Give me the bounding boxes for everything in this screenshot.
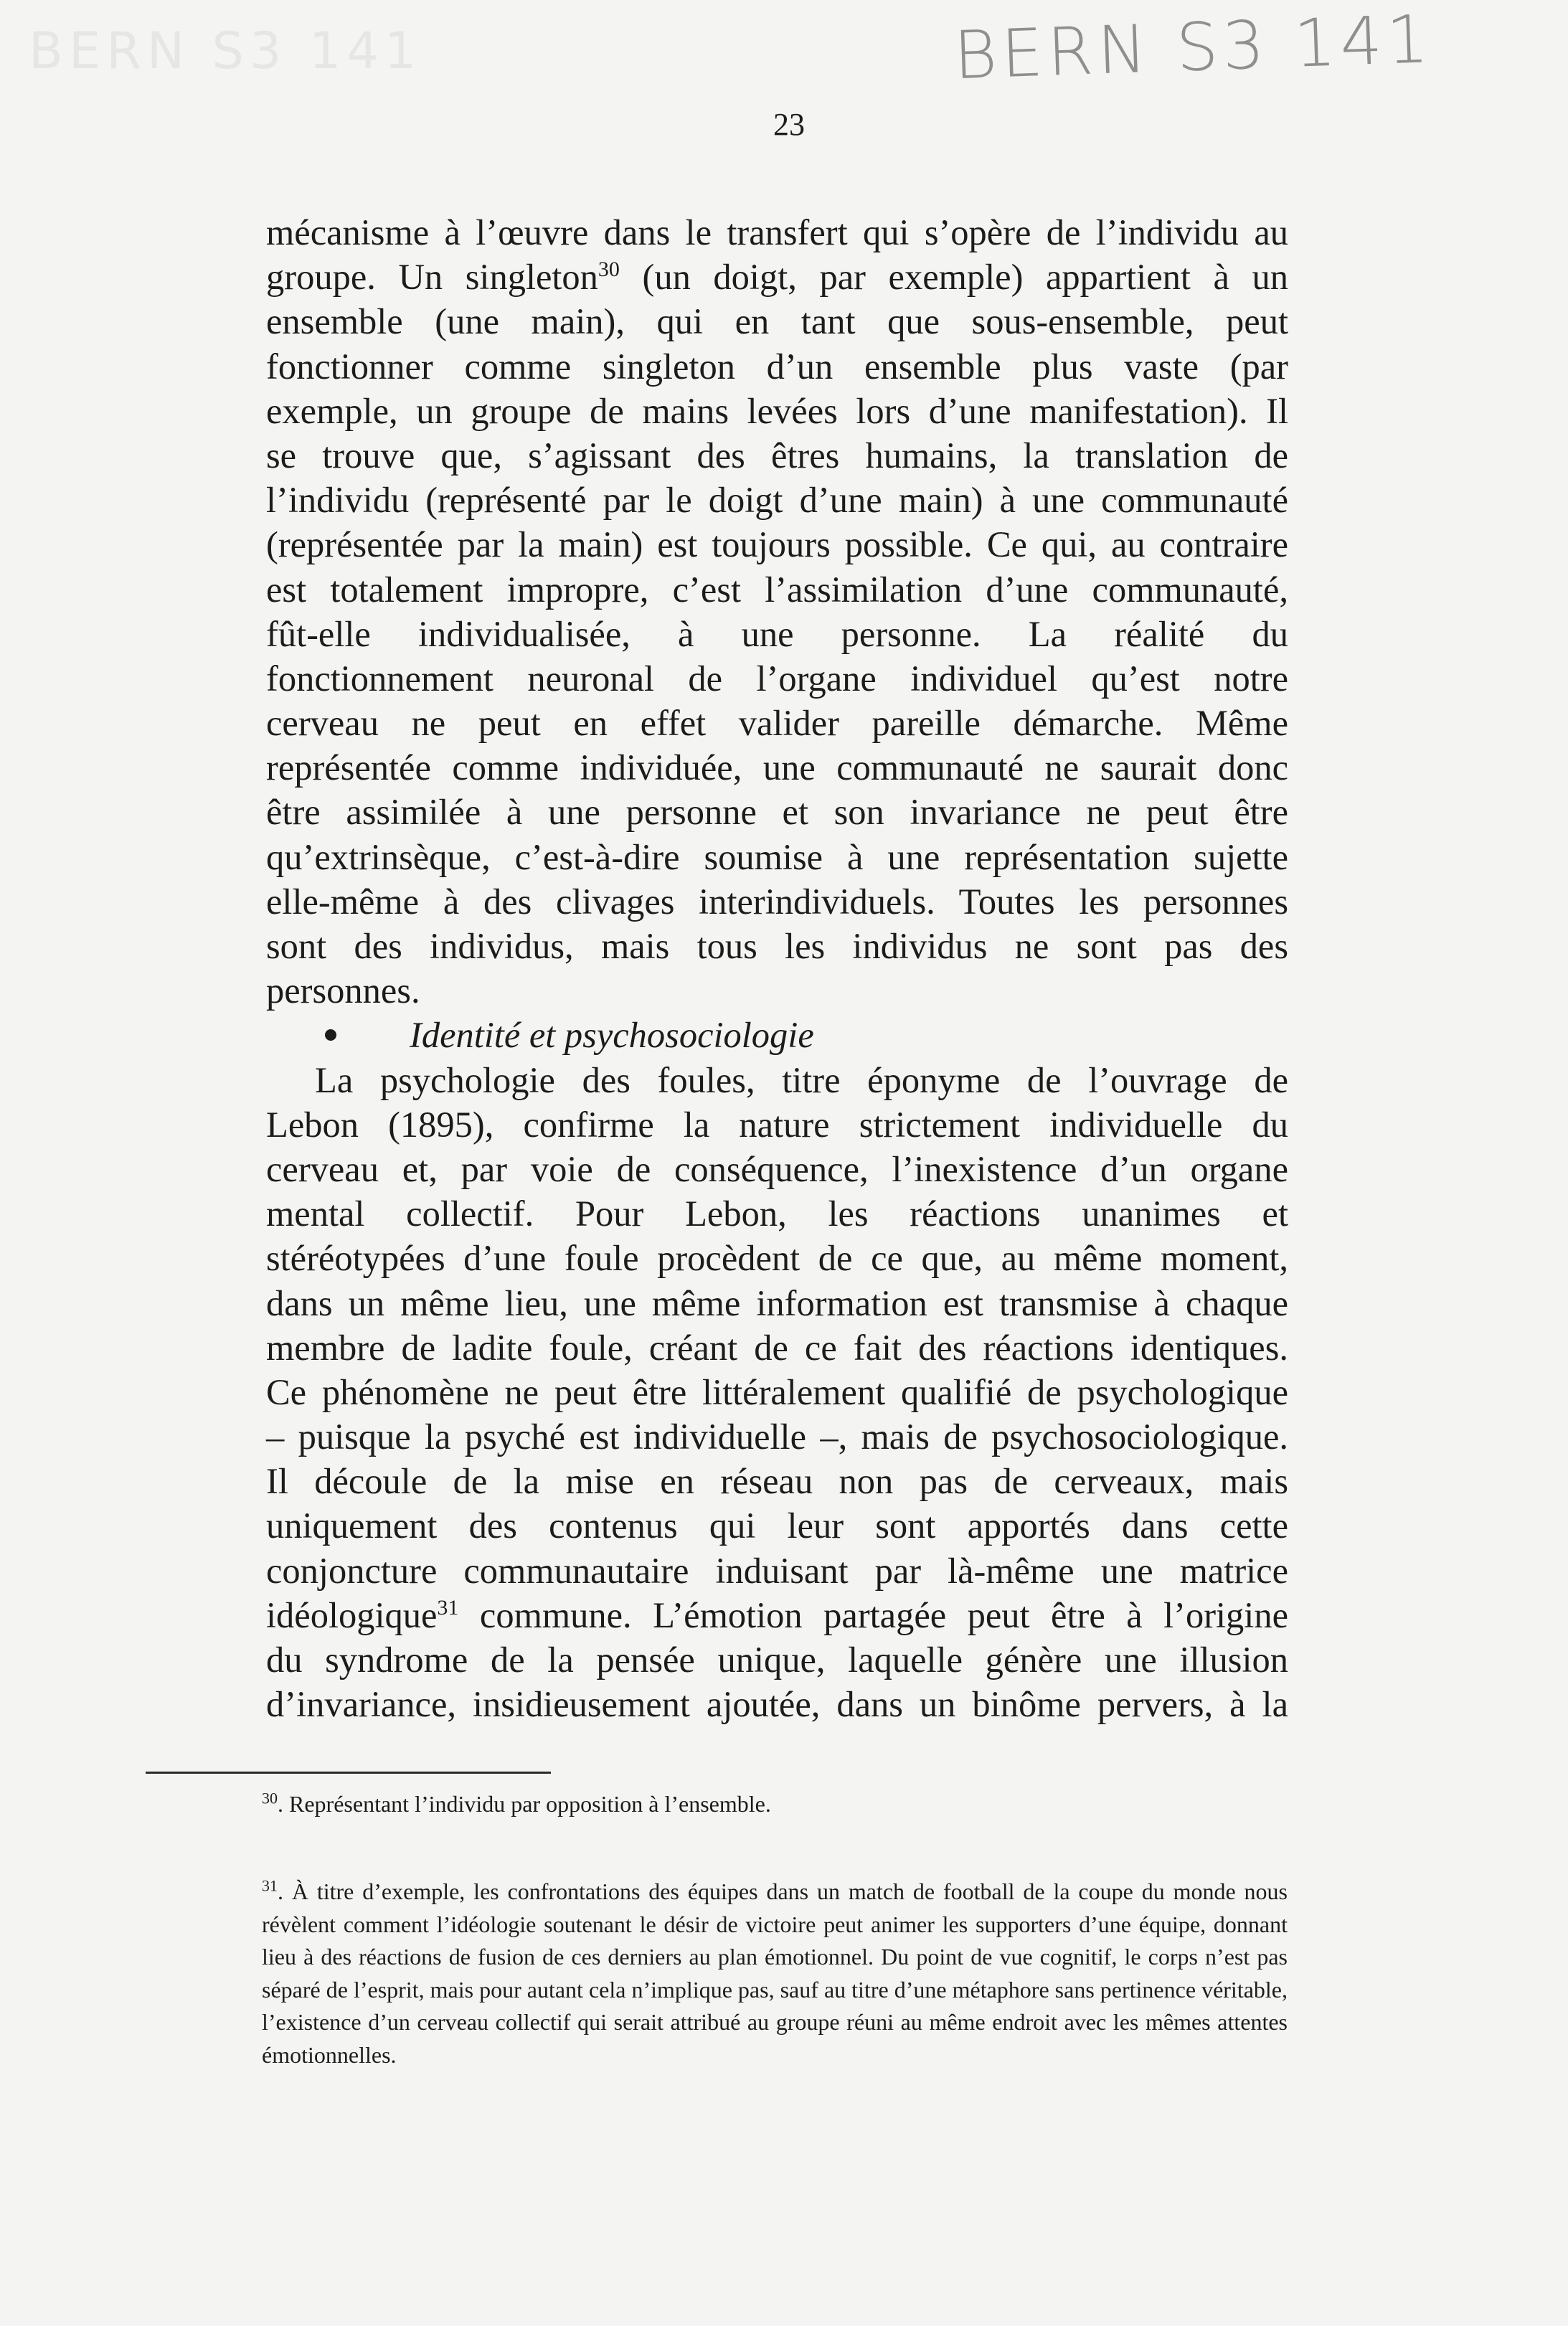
section-heading-text: Identité et psychosociologie [410,1015,814,1056]
text-line: cerveau et, par voie de conséquence, l’inexistence d’un organe [266,1148,1288,1189]
text-line: fonctionner comme singleton d’un ensemble plus vaste (par [266,346,1288,387]
text-line: ensemble (une main), qui en tant que sous-ensemble, peut [266,301,1288,342]
text-line: exemple, un groupe de mains levées lors d’une manifestation). Il [266,390,1288,431]
text-line: du syndrome de la pensée unique, laquelle génère une illusion [266,1640,1288,1680]
text-span: groupe. Un singleton [266,257,598,298]
text-line [266,255,1288,299]
paragraph-individu [266,210,1288,1013]
text-line: Lebon (1895), confirme la nature strictement individuelle du [266,1104,1288,1145]
text-line: fonctionnement neuronal de l’organe individuel qu’est notre [266,658,1288,699]
footnote-separator [146,1772,551,1774]
footnote-30 [262,1788,1288,1821]
text-line: – puisque la psyché est individuelle –, mais de psychosociologique. [266,1417,1288,1457]
text-line: stéréotypées d’une foule procèdent de ce que, au même moment, [266,1238,1288,1279]
text-line: uniquement des contenus qui leur sont apportés dans cette [266,1505,1288,1546]
text-line: être assimilée à une personne et son invariance ne peut être [266,792,1288,833]
text-line: cerveau ne peut en effet valider pareille démarche. Même [266,703,1288,744]
text-line: est totalement impropre, c’est l’assimilation d’une communauté, [266,569,1288,610]
page-number: 23 [773,107,805,142]
text-line: dans un même lieu, une même information est transmise à chaque [266,1282,1288,1323]
text-line: se trouve que, s’agissant des êtres humains, la translation de [266,435,1288,476]
footnote-number: 30 [262,1789,278,1807]
text-line: membre de ladite foule, créant de ce fait des réactions identiques. [266,1327,1288,1368]
text-line [266,1593,1288,1637]
text-line: qu’extrinsèque, c’est-à-dire soumise à une représentation sujette [266,836,1288,877]
footnote-text: . Représentant l’individu par opposition à l’ensemble. [278,1791,771,1817]
text-line: d’invariance, insidieusement ajoutée, dans un binôme pervers, à la [266,1684,1288,1725]
text-line: mental collectif. Pour Lebon, les réactions unanimes et [266,1193,1288,1234]
paragraph-psychosociologie [266,1058,1288,1727]
text-line: Ce phénomène ne peut être littéralement qualifié de psychologique [266,1371,1288,1412]
bleed-through-text: BERN S3 141 [29,22,422,80]
text-line: personnes. [266,970,420,1011]
text-span: idéologique [266,1594,438,1635]
text-line: représentée comme individuée, une communauté ne saurait donc [266,747,1288,788]
text-line: La psychologie des foules, titre éponyme de l’ouvrage de [315,1059,1288,1100]
text-line: sont des individus, mais tous les individus ne sont pas des [266,926,1288,966]
text-line: elle-même à des clivages interindividuels. Toutes les personnes [266,881,1288,922]
footnote-number: 31 [262,1876,278,1895]
text-span: commune. L’émotion partagée peut être à l’origine [458,1594,1288,1635]
text-line: fût-elle individualisée, à une personne. La réalité du [266,613,1288,654]
text-line: Il découle de la mise en réseau non pas de cerveaux, mais [266,1461,1288,1502]
footnote-ref-30: 30 [598,257,620,282]
text-span: (un doigt, par exemple) appartient à un [619,257,1288,298]
handwritten-annotation: BERN S3 141 [952,1,1435,95]
footnote-31 [262,1876,1288,2071]
text-line: conjoncture communautaire induisant par là-même une matrice [266,1550,1288,1591]
text-line: l’individu (représenté par le doigt d’une main) à une communauté [266,480,1288,521]
text-line: mécanisme à l’œuvre dans le transfert qui s’opère de l’individu au [266,212,1288,252]
bullet-icon [325,1029,336,1041]
section-heading [266,1013,1288,1057]
text-line: (représentée par la main) est toujours possible. Ce qui, au contraire [266,524,1288,565]
footnote-ref-31: 31 [437,1595,459,1620]
footnote-text: . À titre d’exemple, les confrontations des équipes dans un match de football de la coupe du monde nous révèlent comment l’idéologie soutenant le désir de victoire peut animer les supporters d’une équipe, donnant lieu à des réactions de fusion de ces derniers au plan émotionnel. Du point de vue cognitif, le corps n’est pas séparé de l’esprit, mais pour autant cela n’implique pas, sauf au titre d’une métaphore sans pertinence véritable, l’existence d’un cerveau collectif qui serait attribué au groupe réuni au même endroit avec les mêmes attentes émotionnelles. [262,1878,1288,2068]
body-text [266,210,1288,1726]
